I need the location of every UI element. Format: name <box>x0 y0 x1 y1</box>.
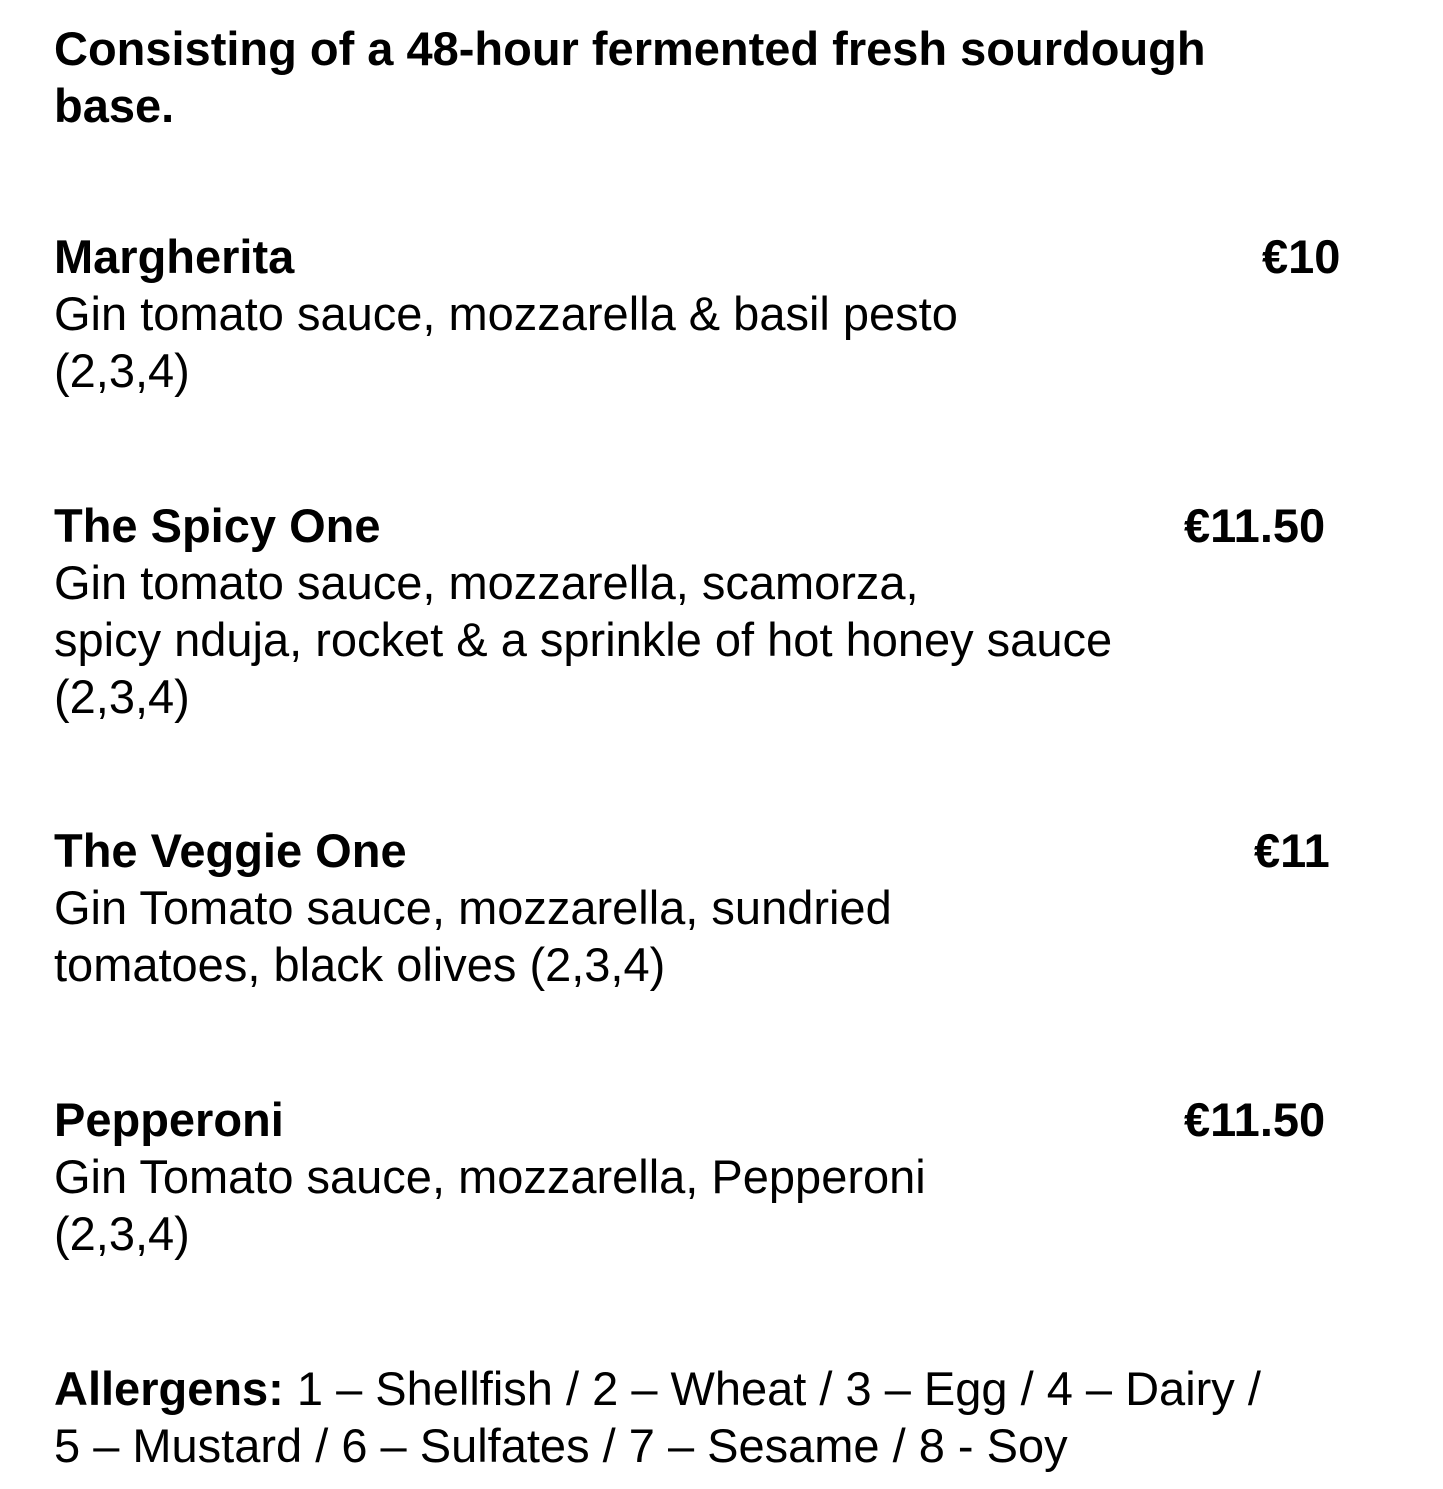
menu-item-description-line: Gin Tomato sauce, mozzarella, Pepperoni <box>54 1150 926 1203</box>
intro-line-1: Consisting of a 48-hour fermented fresh sourdough <box>54 22 1206 75</box>
menu-item-allergen-codes: (2,3,4) <box>54 344 190 397</box>
menu-item-price: €11.50 <box>1184 1093 1326 1146</box>
menu-item-allergen-codes: (2,3,4) <box>54 1207 190 1260</box>
menu-item-allergen-codes: (2,3,4) <box>54 670 190 723</box>
allergens-line-1 <box>54 1360 1384 1417</box>
menu-item-header <box>54 497 1354 554</box>
menu-item-description-line: Gin tomato sauce, mozzarella, scamorza, <box>54 556 919 609</box>
allergens-list-part-1: 1 – Shellfish / 2 – Wheat / 3 – Egg / 4 – Dairy / <box>283 1362 1261 1415</box>
menu-item-veggie-one <box>54 822 1354 993</box>
menu-item-name: Pepperoni <box>54 1093 284 1146</box>
menu-item-description-line: Gin tomato sauce, mozzarella & basil pesto <box>54 287 958 340</box>
menu-item-header <box>54 822 1354 879</box>
menu-item-margherita <box>54 228 1354 399</box>
menu-item-price: €11 <box>1254 824 1330 877</box>
menu-item-name: The Veggie One <box>54 824 407 877</box>
menu-item-price: €11.50 <box>1184 499 1326 552</box>
allergens-list-part-2: 5 – Mustard / 6 – Sulfates / 7 – Sesame / 8 - Soy <box>54 1419 1068 1472</box>
menu-item-name: The Spicy One <box>54 499 381 552</box>
menu-item-pepperoni <box>54 1091 1354 1262</box>
menu-item-description-line: Gin Tomato sauce, mozzarella, sundried <box>54 881 892 934</box>
intro-text <box>54 20 1354 134</box>
menu-item-description-line: tomatoes, black olives (2,3,4) <box>54 938 666 991</box>
menu-item-header <box>54 1091 1354 1148</box>
menu-item-spicy-one <box>54 497 1354 725</box>
menu-item-price: €10 <box>1262 230 1341 283</box>
intro-line-2: base. <box>54 79 175 132</box>
allergens-legend <box>54 1360 1384 1474</box>
menu-item-header <box>54 228 1354 285</box>
menu-item-description-line: spicy nduja, rocket & a sprinkle of hot honey sauce <box>54 613 1113 666</box>
allergens-label: Allergens: <box>54 1362 284 1415</box>
menu-item-name: Margherita <box>54 230 295 283</box>
